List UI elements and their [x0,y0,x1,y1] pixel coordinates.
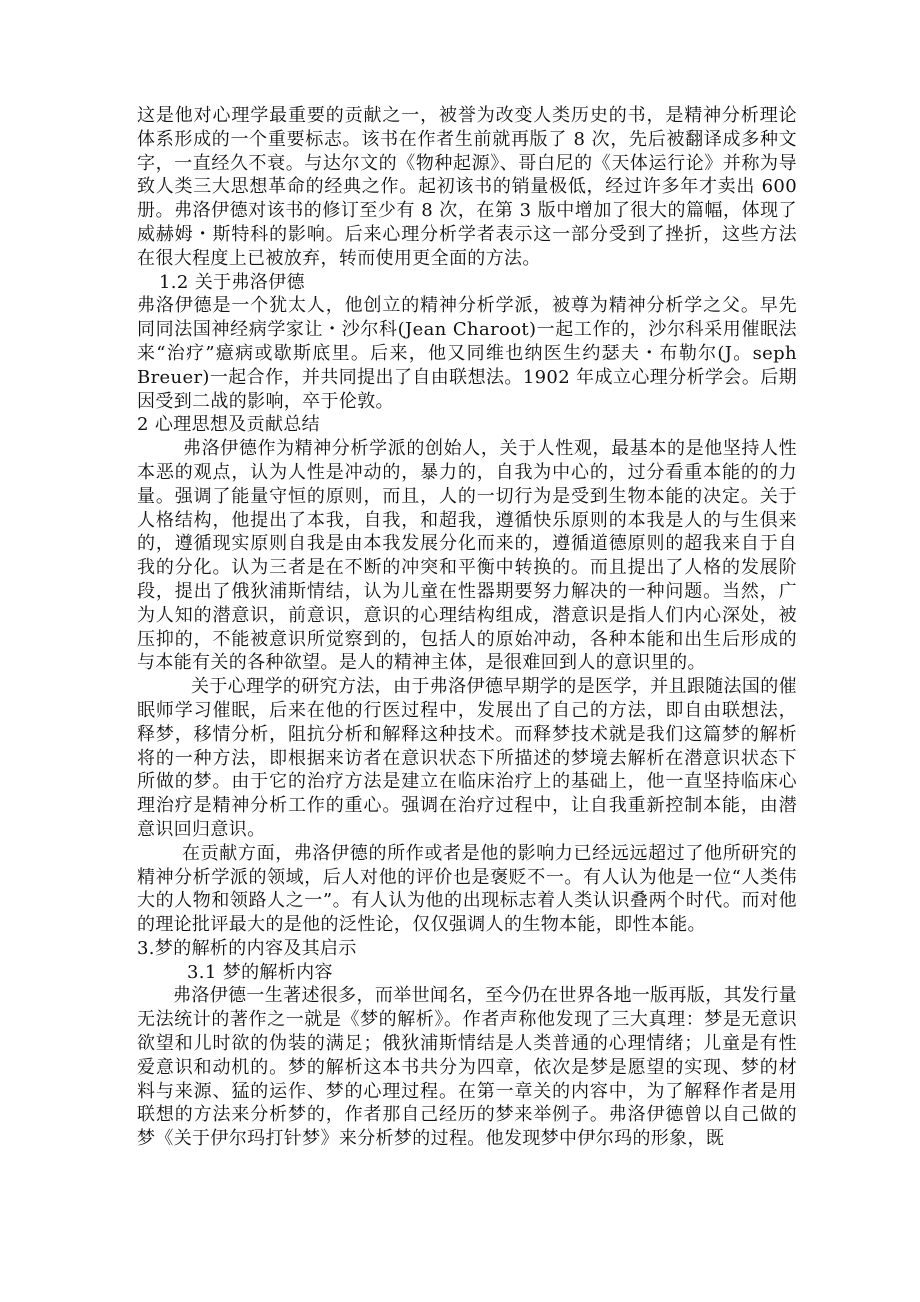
paragraph-thought: 弗洛伊德作为精神分析学派的创始人，关于人性观，最基本的是他坚持人性本恶的观点，认为人性是冲动的，暴力的，自我为中心的，过分看重本能的的力量。强调了能量守恒的原则，而且，人的一切行为是受到生物本能的决定。关于人格结构，他提出了本我，自我，和超我，遵循快乐原则的本我是人的与生俱来的，遵循现实原则自我是由本我发展分化而来的，遵循道德原则的超我来自于自我的分化。认为三者是在不断的冲突和平衡中转换的。而且提出了人格的发展阶段，提出了俄狄浦斯情结，认为儿童在性器期要努力解决的一种问题。当然，广为人知的潜意识，前意识，意识的心理结构组成，潜意识是指人们内心深处，被压抑的，不能被意识所觉察到的，包括人的原始冲动，各种本能和出生后形成的与本能有关的各种欲望。是人的精神主体，是很难回到人的意识里的。 [137,438,797,674]
paragraph-contribution: 在贡献方面，弗洛伊德的所作或者是他的影响力已经远远超过了他所研究的精神分析学派的领域，后人对他的评价也是褒贬不一。有人认为他是一位“人类伟大的人物和领路人之一”。有人认为他的出现标志着人类认识叠两个时代。而对他的理论批评最大的是他的泛性论，仅仅强调人的生物本能，即性本能。 [137,842,797,936]
paragraph-intro: 这是他对心理学最重要的贡献之一，被誉为改变人类历史的书，是精神分析理论体系形成的一个重要标志。该书在作者生前就再版了 8 次，先后被翻译成多种文字，一直经久不衰。与达尔文的《物种起源》、哥白尼的《天体运行论》并称为导致人类三大思想革命的经典之作。起初该书的销量极低，经过许多年才卖出 600 册。弗洛伊德对该书的修订至少有 8 次，在第 3 版中增加了很大的篇幅，体现了威赫姆・斯特科的影响。后来心理分析学者表示这一部分受到了挫折，这些方法在很大程度上已被放弃，转而使用更全面的方法。 [137,105,797,269]
section-heading-3-1: 3.1 梦的解析内容 [187,961,333,983]
document-body [137,104,797,1151]
paragraph-method: 关于心理学的研究方法，由于弗洛伊德早期学的是医学，并且跟随法国的催眠师学习催眠，后来在他的行医过程中，发展出了自己的方法，即自由联想法，释梦，移情分析，阻抗分析和解释这种技术。而释梦技术就是我们这篇梦的解析将的一种方法，即根据来访者在意识状态下所描述的梦境去解析在潜意识状态下所做的梦。由于它的治疗方法是建立在临床治疗上的基础上，他一直坚持临床心理治疗是精神分析工作的重心。强调在治疗过程中，让自我重新控制本能，由潜意识回归意识。 [137,676,797,840]
section-heading-3: 3.梦的解析的内容及其启示 [137,937,357,959]
paragraph-dream-content: 弗洛伊德一生著述很多，而举世闻名，至今仍在世界各地一版再版，其发行量无法统计的著作之一就是《梦的解析》。作者声称他发现了三大真理：梦是无意识欲望和儿时欲的伪装的满足；俄狄浦斯情结是人类普通的心理情绪；儿童是有性爱意识和动机的。梦的解析这本书共分为四章，依次是梦是愿望的实现、梦的材料与来源、猛的运作、梦的心理过程。在第一章关的内容中，为了解释作者是用联想的方法来分析梦的，作者那自己经历的梦来举例子。弗洛伊德曾以自己做的梦《关于伊尔玛打针梦》来分析梦的过程。他发现梦中伊尔玛的形象，既 [137,985,797,1150]
section-heading-2: 2 心理思想及贡献总结 [137,414,321,436]
section-heading-1-2: 1.2 关于弗洛伊德 [159,271,305,293]
paragraph-about-freud: 弗洛伊德是一个犹太人，他创立的精神分析学派，被尊为精神分析学之父。早先同同法国神经病学家让・沙尔科(Jean Charoot)一起工作的，沙尔科采用催眠法来“治疗”癔病或歇斯底里。后来，他又同维也纳医生约瑟夫・布勒尔(J。seph Breuer)一起合作，并共同提出了自由联想法。1902 年成立心理分析学会。后期因受到二战的影响，卒于伦敦。 [137,295,797,412]
